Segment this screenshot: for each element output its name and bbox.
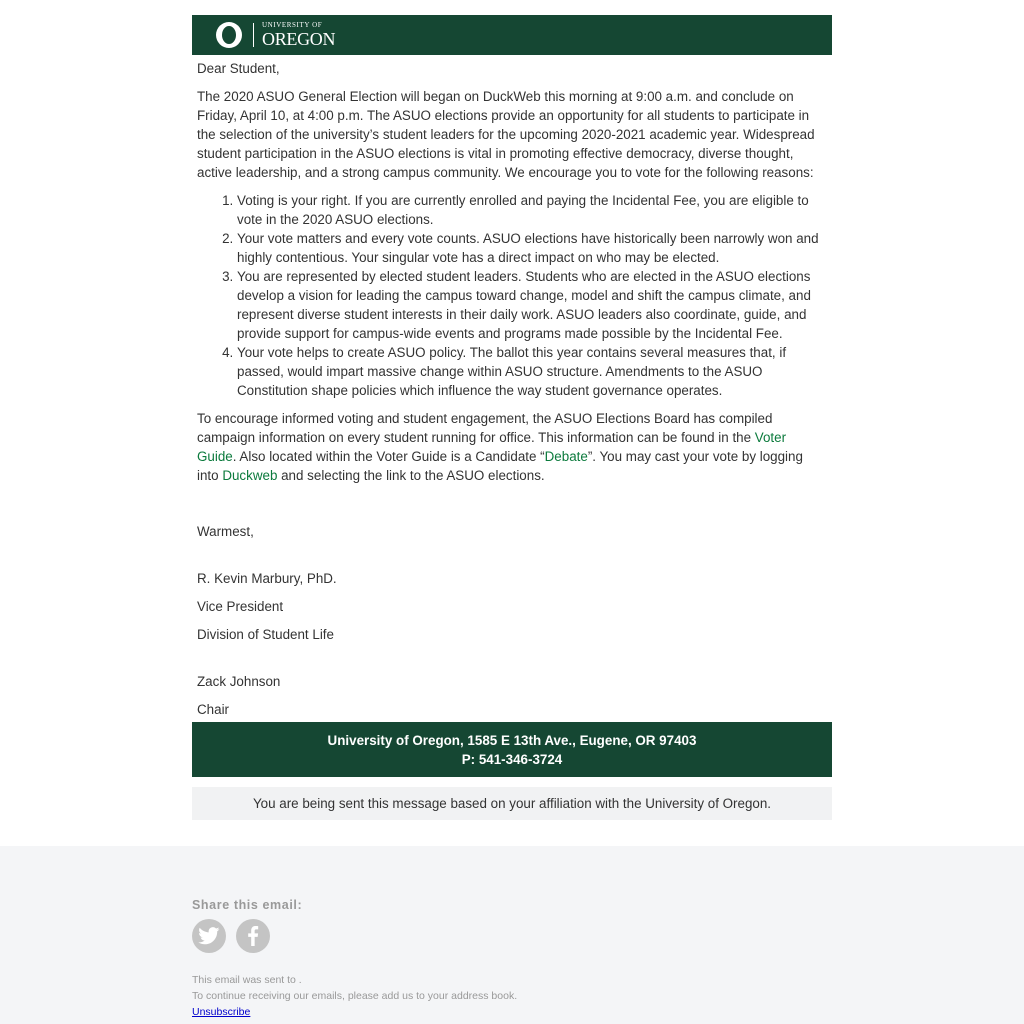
signer1-org: Division of Student Life [197, 627, 334, 642]
duckweb-link[interactable]: Duckweb [222, 468, 278, 483]
signer2-name: Zack Johnson [197, 674, 281, 689]
signer1-name: R. Kevin Marbury, PhD. [197, 571, 337, 586]
affiliation-notice: You are being sent this message based on your affiliation with the University of Oregon. [192, 787, 832, 820]
closing-text-1: To encourage informed voting and student engagement, the ASUO Elections Board has compiled campaign information on every student running for office. This information can be found in the [197, 411, 773, 445]
footer-address: University of Oregon, 1585 E 13th Ave., Eugene, OR 97403 [327, 732, 697, 748]
facebook-share-button[interactable] [236, 919, 270, 953]
footer-phone: P: 541-346-3724 [461, 751, 563, 767]
unsubscribe-link[interactable]: Unsubscribe [192, 1006, 251, 1018]
reason-item: 1. Voting is your right. If you are currently enrolled and paying the Incidental Fee, you are eligible to vote in the 2020 ASUO elections. [237, 191, 827, 229]
email-footer-area [0, 846, 1024, 1024]
uo-logo-icon [214, 20, 244, 50]
signer2-title: Chair [197, 702, 229, 717]
sent-to-text: This email was sent to . [192, 974, 302, 986]
signoff: Warmest, [197, 524, 254, 539]
share-title: Share this email: [192, 898, 303, 912]
facebook-icon [247, 926, 259, 946]
reasons-list [197, 191, 827, 400]
twitter-icon [198, 927, 220, 945]
greeting: Dear Student, [197, 61, 280, 76]
signer1-title: Vice President [197, 599, 284, 614]
closing-paragraph [197, 409, 827, 485]
uo-logo[interactable] [214, 20, 335, 50]
reason-item: 2. Your vote matters and every vote counts. ASUO elections have historically been narrowly won and highly contentious. Your singular vote has a direct impact on who may be elected. [237, 229, 827, 267]
logo-wordmark [262, 22, 335, 48]
closing-text-4: and selecting the link to the ASUO elections. [277, 468, 545, 483]
closing-text-3: ”. You may cast your vote by logging into [197, 449, 803, 483]
reason-item: 3. You are represented by elected student leaders. Students who are elected in the ASUO elections develop a vision for leading the campus toward change, model and shift the campus climate, and represent diverse student interests in their daily work. ASUO leaders also coordinate, guide, and provide support for campus-wide events and programs made possible by the Incidental Fee. [237, 267, 827, 343]
reason-item: 4. Your vote helps to create ASUO policy. The ballot this year contains several measures that, if passed, would impart massive change within ASUO structure. Amendments to the ASUO Constitution shape policies which influence the way student governance operates. [237, 343, 827, 400]
logo-small-text: UNIVERSITY OF [262, 21, 323, 29]
logo-divider [253, 23, 254, 47]
voter-guide-link[interactable]: Voter Guide [197, 430, 787, 464]
logo-big-text: OREGON [262, 29, 336, 49]
email-header [192, 15, 832, 55]
spacer [197, 653, 827, 672]
email-content [192, 59, 832, 756]
intro-paragraph: The 2020 ASUO General Election will began on DuckWeb this morning at 9:00 a.m. and conclude on Friday, April 10, at 4:00 p.m. The ASUO elections provide an opportunity for all students to participate in the selection of the university’s student leaders for the upcoming 2020-2021 academic year. Widespread student participation in the ASUO elections is vital in promoting effective democracy, diverse thought, active leadership, and a strong campus community. We encourage you to vote for the following reasons: [197, 89, 815, 180]
spacer [197, 494, 827, 522]
debate-link[interactable]: Debate [544, 449, 588, 464]
closing-text-2: . Also located within the Voter Guide is a Candidate “ [232, 449, 545, 464]
twitter-share-button[interactable] [192, 919, 226, 953]
spacer [197, 550, 827, 569]
address-book-text: To continue receiving our emails, please add us to your address book. [192, 990, 518, 1002]
footer-address-bar [192, 722, 832, 777]
